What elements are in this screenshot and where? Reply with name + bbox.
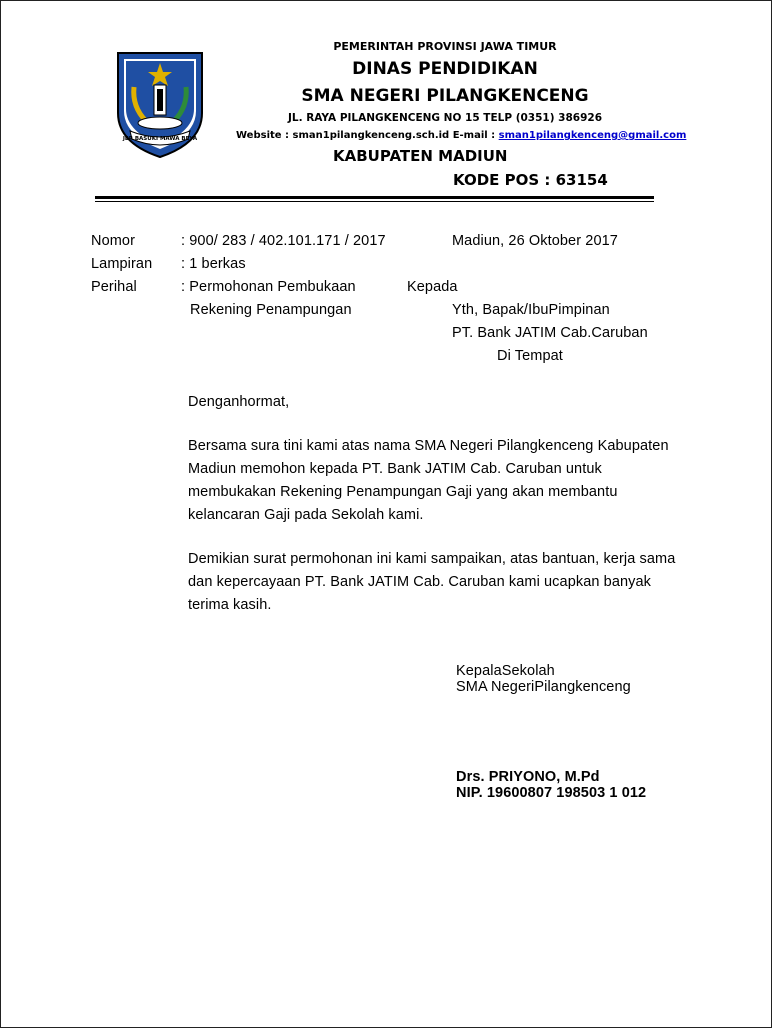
kode-pos: KODE POS : 63154: [453, 171, 608, 189]
perihal-value-line2: Rekening Penampungan: [190, 302, 352, 318]
kepada-label: Kepada: [407, 279, 458, 295]
logo-motto: JER BASUKI MAWA BEYA: [122, 136, 198, 142]
recipient-line3: Di Tempat: [497, 348, 563, 364]
signatory-nip: NIP. 19600807 198503 1 012: [456, 785, 647, 801]
letter-date: Madiun, 26 Oktober 2017: [452, 233, 618, 249]
paragraph2-line2: dan kepercayaan PT. Bank JATIM Cab. Caruban kami ucapkan banyak: [188, 574, 652, 590]
greeting: Denganhormat,: [188, 394, 290, 410]
paragraph1-line1: Bersama sura tini kami atas nama SMA Negeri Pilangkenceng Kabupaten: [188, 438, 669, 454]
kabupaten: KABUPATEN MADIUN: [333, 147, 508, 165]
signatory-name: Drs. PRIYONO, M.Pd: [456, 769, 600, 785]
school-address: JL. RAYA PILANGKENCENG NO 15 TELP (0351) 386926: [287, 112, 602, 124]
lampiran-label: Lampiran: [91, 256, 153, 272]
perihal-label: Perihal: [91, 279, 137, 295]
recipient-line1: Yth, Bapak/IbuPimpinan: [452, 302, 610, 318]
recipient-line2: PT. Bank JATIM Cab.Caruban: [452, 325, 648, 341]
email-link[interactable]: sman1pilangkenceng@gmail.com: [498, 130, 687, 141]
paragraph1-line2: Madiun memohon kepada PT. Bank JATIM Cab. Caruban untuk: [188, 461, 602, 477]
paragraph1-line3: membukakan Rekening Penampungan Gaji yang akan membantu: [188, 484, 618, 500]
signature-school: SMA NegeriPilangkenceng: [456, 679, 631, 695]
govt-line: PEMERINTAH PROVINSI JAWA TIMUR: [333, 40, 557, 53]
paragraph2-line3: terima kasih.: [188, 597, 272, 613]
school-name: SMA NEGERI PILANGKENCENG: [301, 86, 589, 106]
nomor-value: : 900/ 283 / 402.101.171 / 2017: [181, 233, 386, 249]
header-divider-thin: [95, 201, 654, 202]
header-divider-thick: [95, 196, 654, 199]
paragraph1-line4: kelancaran Gaji pada Sekolah kami.: [188, 507, 424, 523]
east-java-emblem-logo: [114, 47, 206, 159]
contact-line: [236, 130, 687, 141]
agency-name: DINAS PENDIDIKAN: [352, 59, 538, 79]
website-label: Website : sman1pilangkenceng.sch.id E-mail :: [236, 130, 499, 141]
perihal-value-line1: : Permohonan Pembukaan: [181, 279, 356, 295]
paragraph2-line1: Demikian surat permohonan ini kami sampaikan, atas bantuan, kerja sama: [188, 551, 676, 567]
signature-title: KepalaSekolah: [456, 663, 555, 679]
lampiran-value: : 1 berkas: [181, 256, 246, 272]
nomor-label: Nomor: [91, 233, 136, 249]
